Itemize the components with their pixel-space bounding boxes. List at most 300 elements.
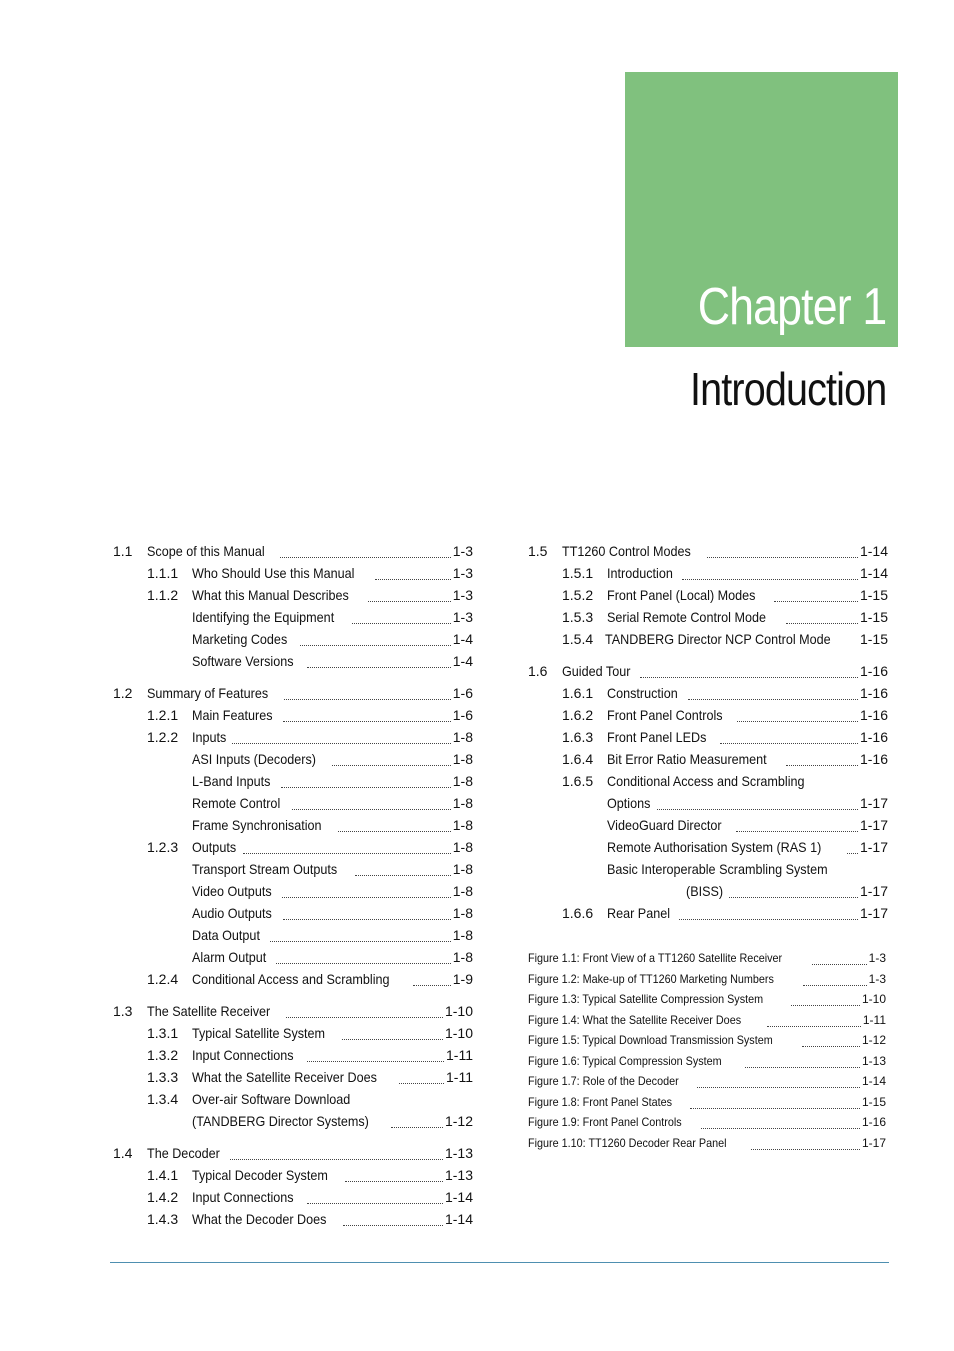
toc-entry[interactable] (113, 704, 473, 726)
toc-entry[interactable] (113, 584, 473, 606)
figure-entry[interactable] (528, 1030, 886, 1051)
toc-line (528, 748, 888, 770)
toc-title: Who Should Use this Manual (192, 565, 355, 581)
toc-entry[interactable] (113, 968, 473, 990)
toc-line (113, 1066, 473, 1088)
toc-number: 1.6.2 (562, 707, 594, 723)
leader-dots (786, 612, 858, 624)
figure-entry[interactable] (528, 1010, 886, 1031)
toc-title: Typical Satellite System (192, 1025, 326, 1041)
toc-entry[interactable] (528, 682, 888, 704)
toc-line (192, 792, 473, 814)
toc-number: 1.6 (528, 663, 548, 679)
toc-line (192, 748, 473, 770)
toc-entry[interactable] (113, 1088, 473, 1132)
toc-entry[interactable] (113, 1022, 473, 1044)
toc-page: 1-15 (859, 587, 888, 603)
toc-title: Conditional Access and Scrambling (607, 773, 805, 789)
toc-entry[interactable] (528, 660, 888, 682)
footer-rule (110, 1262, 889, 1263)
toc-title: Typical Decoder System (192, 1167, 328, 1183)
toc-title: The Satellite Receiver (147, 1003, 271, 1019)
leader-dots (399, 1072, 444, 1084)
leader-dots (679, 908, 858, 920)
toc-title: Main Features (192, 707, 273, 723)
toc-entry[interactable] (113, 902, 473, 924)
leader-dots (774, 590, 858, 602)
toc-page: 1-8 (452, 905, 473, 921)
leader-dots (745, 1056, 860, 1068)
toc-page: 1-15 (859, 631, 888, 647)
toc-title: VideoGuard Director (607, 817, 722, 833)
figure-page: 1-13 (861, 1053, 886, 1068)
toc-title: Input Connections (192, 1189, 294, 1205)
toc-number: 1.2.4 (147, 971, 179, 987)
toc-title-cont: (BISS) (686, 883, 724, 899)
toc-number: 1.5.4 (562, 631, 594, 647)
toc-entry[interactable] (113, 1208, 473, 1230)
toc-line (528, 660, 888, 682)
toc-number: 1.3.1 (147, 1025, 179, 1041)
section-gap (113, 1132, 473, 1142)
toc-page: 1-8 (452, 729, 473, 745)
toc-page: 1-15 (859, 609, 888, 625)
toc-number: 1.2 (113, 685, 133, 701)
leader-dots (720, 732, 858, 744)
toc-page: 1-3 (452, 543, 473, 559)
toc-entry[interactable] (113, 946, 473, 968)
toc-line (113, 726, 473, 748)
toc-title: Front Panel LEDs (607, 729, 707, 745)
toc-line (528, 726, 888, 748)
figure-title: Figure 1.6: Typical Compression System (528, 1053, 722, 1068)
toc-entry[interactable] (528, 902, 888, 924)
toc-number: 1.3.4 (147, 1091, 179, 1107)
figure-entry[interactable] (528, 1133, 886, 1154)
toc-title: What the Decoder Does (192, 1211, 327, 1227)
toc-page: 1-8 (452, 751, 473, 767)
toc-line (607, 814, 888, 836)
figure-page: 1-15 (861, 1094, 886, 1109)
toc-page: 1-3 (452, 587, 473, 603)
toc-page: 1-8 (452, 795, 473, 811)
leader-dots (812, 953, 866, 965)
toc-title: Conditional Access and Scrambling (192, 971, 390, 987)
toc-entry[interactable] (528, 836, 888, 858)
toc-title: What this Manual Describes (192, 587, 349, 603)
toc-page: 1-8 (452, 861, 473, 877)
figure-page: 1-14 (861, 1074, 886, 1088)
figure-entry[interactable] (528, 1092, 886, 1113)
toc-entry[interactable] (113, 814, 473, 836)
figure-entry[interactable] (528, 969, 886, 990)
toc-number: 1.3 (113, 1003, 133, 1019)
toc-page: 1-8 (452, 883, 473, 899)
leader-dots (737, 710, 858, 722)
toc-entry[interactable] (528, 584, 888, 606)
leader-dots (767, 1015, 861, 1027)
figure-list (528, 948, 886, 1153)
toc-line (192, 858, 473, 880)
leader-dots (232, 732, 451, 744)
toc-entry[interactable] (113, 858, 473, 880)
leader-dots (657, 798, 858, 810)
toc-title: Outputs (192, 839, 237, 855)
toc-page: 1-8 (452, 773, 473, 789)
figure-page: 1-3 (868, 971, 886, 986)
toc-line (113, 1044, 473, 1066)
leader-dots (338, 820, 451, 832)
toc-line (113, 1208, 473, 1230)
toc-title: Transport Stream Outputs (192, 861, 338, 877)
toc-title: Serial Remote Control Mode (607, 609, 766, 625)
toc-entry[interactable] (113, 1044, 473, 1066)
toc-line (113, 1186, 473, 1208)
toc-title: Frame Synchronisation (192, 817, 322, 833)
toc-page: 1-13 (444, 1145, 473, 1161)
toc-page: 1-10 (444, 1003, 473, 1019)
leader-dots (736, 820, 858, 832)
leader-dots (701, 1117, 860, 1129)
toc-line (528, 704, 888, 726)
toc-number: 1.1.2 (147, 587, 179, 603)
toc-entry[interactable] (528, 628, 888, 650)
toc-number: 1.6.3 (562, 729, 594, 745)
toc-number: 1.2.3 (147, 839, 179, 855)
figure-page: 1-10 (861, 992, 886, 1006)
toc-number: 1.5.2 (562, 587, 594, 603)
leader-dots (283, 908, 451, 920)
leader-dots (307, 1192, 443, 1204)
figure-title: Figure 1.9: Front Panel Controls (528, 1115, 682, 1129)
toc-page: 1-11 (446, 1047, 473, 1063)
leader-dots (243, 842, 451, 854)
toc-line (113, 1142, 473, 1164)
toc-title-cont: Options (607, 795, 651, 811)
leader-dots (281, 776, 451, 788)
toc-title: L-Band Inputs (192, 773, 271, 789)
toc-line (192, 628, 473, 650)
leader-dots (803, 974, 866, 986)
toc-page: 1-4 (452, 653, 473, 669)
toc-page: 1-6 (452, 685, 473, 701)
toc-page: 1-9 (452, 971, 473, 987)
toc-title: Guided Tour (562, 663, 631, 679)
toc-entry[interactable] (528, 858, 888, 902)
toc-entry[interactable] (528, 704, 888, 726)
toc-title: Audio Outputs (192, 905, 272, 921)
toc-line (113, 704, 473, 726)
toc-number: 1.4.3 (147, 1211, 179, 1227)
toc-title: Over-air Software Download (192, 1091, 351, 1107)
leader-dots (300, 634, 451, 646)
figure-entry[interactable] (528, 989, 886, 1010)
toc-entry[interactable] (528, 748, 888, 770)
toc-line (528, 562, 888, 584)
toc-line (528, 540, 888, 562)
leader-dots (345, 1170, 443, 1182)
figure-page: 1-12 (861, 1033, 886, 1047)
toc-entry[interactable] (113, 836, 473, 858)
figure-page: 1-17 (861, 1135, 886, 1150)
toc-entry[interactable] (113, 1164, 473, 1186)
leader-dots (729, 886, 858, 898)
toc-line (113, 1088, 473, 1110)
figure-title: Figure 1.7: Role of the Decoder (528, 1074, 679, 1088)
leader-dots (283, 710, 450, 722)
leader-dots (707, 546, 858, 558)
toc-title: Bit Error Ratio Measurement (607, 751, 767, 767)
toc-entry[interactable] (528, 606, 888, 628)
toc-line (607, 836, 888, 858)
toc-title: Rear Panel (607, 905, 671, 921)
toc-line (192, 650, 473, 672)
toc-number: 1.6.5 (562, 773, 594, 789)
toc-line (192, 946, 473, 968)
figure-page: 1-16 (861, 1115, 886, 1129)
toc-line (192, 880, 473, 902)
leader-dots (847, 842, 858, 854)
toc-page: 1-8 (452, 817, 473, 833)
section-gap (113, 672, 473, 682)
toc-number: 1.6.4 (562, 751, 594, 767)
toc-title-cont: (TANDBERG Director Systems) (192, 1113, 369, 1129)
toc-entry[interactable] (113, 748, 473, 770)
leader-dots (307, 656, 451, 668)
leader-dots (343, 1214, 443, 1226)
toc-title: Construction (607, 685, 678, 701)
leader-dots (280, 546, 451, 558)
leader-dots (697, 1076, 860, 1088)
section-gap (528, 650, 888, 660)
toc-number: 1.2.1 (147, 707, 179, 723)
toc-page: 1-17 (859, 795, 888, 811)
figure-entry[interactable] (528, 1112, 886, 1133)
toc-title: Front Panel (Local) Modes (607, 587, 756, 603)
toc-entry[interactable] (528, 770, 888, 814)
toc-line (607, 880, 888, 902)
toc-page: 1-10 (444, 1025, 473, 1041)
leader-dots (791, 994, 860, 1006)
toc-entry[interactable] (113, 792, 473, 814)
toc-entry[interactable] (528, 814, 888, 836)
toc-number: 1.6.1 (562, 685, 594, 701)
toc-title: Remote Authorisation System (RAS 1) (607, 839, 822, 855)
leader-dots (270, 930, 451, 942)
toc-line (528, 682, 888, 704)
toc-page: 1-14 (859, 543, 888, 559)
toc-number: 1.4 (113, 1145, 133, 1161)
toc-page: 1-17 (859, 839, 888, 855)
toc-entry[interactable] (113, 606, 473, 628)
figure-entry[interactable] (528, 1071, 886, 1092)
leader-dots (375, 568, 451, 580)
toc-entry[interactable] (113, 682, 473, 704)
leader-dots (391, 1116, 443, 1128)
toc-title: What the Satellite Receiver Does (192, 1069, 377, 1085)
leader-dots (276, 952, 450, 964)
toc-entry[interactable] (113, 562, 473, 584)
toc-page: 1-16 (859, 729, 888, 745)
leader-dots (640, 666, 858, 678)
toc-right-column (528, 540, 888, 924)
toc-line (528, 606, 888, 628)
toc-page: 1-16 (859, 685, 888, 701)
toc-number: 1.3.2 (147, 1047, 179, 1063)
toc-entry[interactable] (113, 650, 473, 672)
toc-title: Video Outputs (192, 883, 272, 899)
figure-page: 1-11 (862, 1012, 886, 1027)
toc-title: Scope of this Manual (147, 543, 265, 559)
figure-entry[interactable] (528, 948, 886, 969)
toc-entry[interactable] (528, 562, 888, 584)
figure-title: Figure 1.1: Front View of a TT1260 Satellite Receiver (528, 951, 783, 965)
toc-entry[interactable] (113, 1000, 473, 1022)
toc-entry[interactable] (528, 540, 888, 562)
figure-title: Figure 1.10: TT1260 Decoder Rear Panel (528, 1135, 727, 1150)
toc-title: Basic Interoperable Scrambling System (607, 861, 828, 877)
toc-line (192, 902, 473, 924)
figure-title: Figure 1.2: Make-up of TT1260 Marketing Numbers (528, 971, 774, 986)
leader-dots (307, 1050, 444, 1062)
toc-page: 1-3 (452, 565, 473, 581)
leader-dots (355, 864, 450, 876)
toc-page: 1-3 (452, 609, 473, 625)
toc-number: 1.3.3 (147, 1069, 179, 1085)
toc-title: Front Panel Controls (607, 707, 723, 723)
leader-dots (413, 974, 450, 986)
toc-entry[interactable] (113, 924, 473, 946)
toc-page: 1-17 (859, 817, 888, 833)
toc-line (528, 902, 888, 924)
toc-page: 1-11 (446, 1069, 473, 1085)
toc-page: 1-8 (452, 949, 473, 965)
toc-page: 1-8 (452, 839, 473, 855)
leader-dots (802, 1035, 860, 1047)
toc-title: Identifying the Equipment (192, 609, 335, 625)
figure-title: Figure 1.8: Front Panel States (528, 1094, 673, 1109)
toc-line (607, 858, 888, 880)
leader-dots (342, 1028, 443, 1040)
toc-line (113, 1110, 473, 1132)
toc-line (113, 1164, 473, 1186)
toc-line (113, 1022, 473, 1044)
toc-title: Marketing Codes (192, 631, 288, 647)
leader-dots (284, 688, 451, 700)
toc-number: 1.5.3 (562, 609, 594, 625)
toc-line (113, 836, 473, 858)
toc-line (192, 770, 473, 792)
toc-page: 1-6 (452, 707, 473, 723)
toc-page: 1-12 (444, 1113, 473, 1129)
toc-left-column (113, 540, 473, 1230)
leader-dots (751, 1138, 860, 1150)
toc-page: 1-8 (452, 927, 473, 943)
toc-page: 1-14 (859, 565, 888, 581)
leader-dots (230, 1148, 443, 1160)
figure-title: Figure 1.5: Typical Download Transmission System (528, 1033, 773, 1047)
toc-line (113, 968, 473, 990)
toc-entry[interactable] (528, 726, 888, 748)
toc-number: 1.6.6 (562, 905, 594, 921)
toc-number: 1.5 (528, 543, 548, 559)
toc-page: 1-14 (444, 1211, 473, 1227)
toc-line (113, 540, 473, 562)
toc-entry[interactable] (113, 726, 473, 748)
toc-line (528, 584, 888, 606)
toc-entry[interactable] (113, 540, 473, 562)
leader-dots (682, 568, 858, 580)
toc-line (192, 606, 473, 628)
toc-entry[interactable] (113, 628, 473, 650)
toc-number: 1.2.2 (147, 729, 179, 745)
toc-line (192, 814, 473, 836)
toc-title: Software Versions (192, 653, 294, 669)
toc-entry[interactable] (113, 1186, 473, 1208)
figure-entry[interactable] (528, 1051, 886, 1072)
leader-dots (786, 754, 858, 766)
leader-dots (282, 886, 450, 898)
toc-number: 1.1.1 (147, 565, 179, 581)
toc-entry[interactable] (113, 1142, 473, 1164)
leader-dots (688, 688, 858, 700)
toc-title: Input Connections (192, 1047, 294, 1063)
chapter-banner (625, 72, 898, 347)
figure-title: Figure 1.4: What the Satellite Receiver Does (528, 1012, 742, 1027)
leader-dots (286, 1006, 443, 1018)
toc-line (113, 682, 473, 704)
leader-dots (292, 798, 451, 810)
chapter-label: Chapter 1 (697, 278, 886, 336)
toc-title: Data Output (192, 927, 260, 943)
toc-number: 1.4.1 (147, 1167, 179, 1183)
toc-line (528, 770, 888, 792)
toc-title: ASI Inputs (Decoders) (192, 751, 316, 767)
toc-page: 1-16 (859, 663, 888, 679)
leader-dots (352, 612, 451, 624)
leader-dots (332, 754, 451, 766)
toc-page: 1-14 (444, 1189, 473, 1205)
toc-page: 1-13 (444, 1167, 473, 1183)
leader-dots (368, 590, 450, 602)
leader-dots (690, 1097, 860, 1109)
toc-line (113, 562, 473, 584)
toc-title: The Decoder (147, 1145, 220, 1161)
toc-line (528, 628, 888, 650)
toc-number: 1.5.1 (562, 565, 594, 581)
toc-page: 1-4 (452, 631, 473, 647)
toc-line (528, 792, 888, 814)
section-gap (113, 990, 473, 1000)
toc-entry[interactable] (113, 770, 473, 792)
toc-page: 1-17 (859, 883, 888, 899)
figure-title: Figure 1.3: Typical Satellite Compression System (528, 992, 764, 1006)
toc-page: 1-17 (859, 905, 888, 921)
toc-line (113, 584, 473, 606)
toc-title: Inputs (192, 729, 227, 745)
toc-title: Remote Control (192, 795, 281, 811)
toc-entry[interactable] (113, 1066, 473, 1088)
figure-page: 1-3 (868, 951, 886, 965)
toc-title: TANDBERG Director NCP Control Mode (605, 631, 831, 647)
toc-title: Summary of Features (147, 685, 269, 701)
toc-title: TT1260 Control Modes (562, 543, 691, 559)
toc-title: Introduction (607, 565, 673, 581)
toc-entry[interactable] (113, 880, 473, 902)
toc-title: Alarm Output (192, 949, 267, 965)
toc-line (192, 924, 473, 946)
toc-page: 1-16 (859, 751, 888, 767)
